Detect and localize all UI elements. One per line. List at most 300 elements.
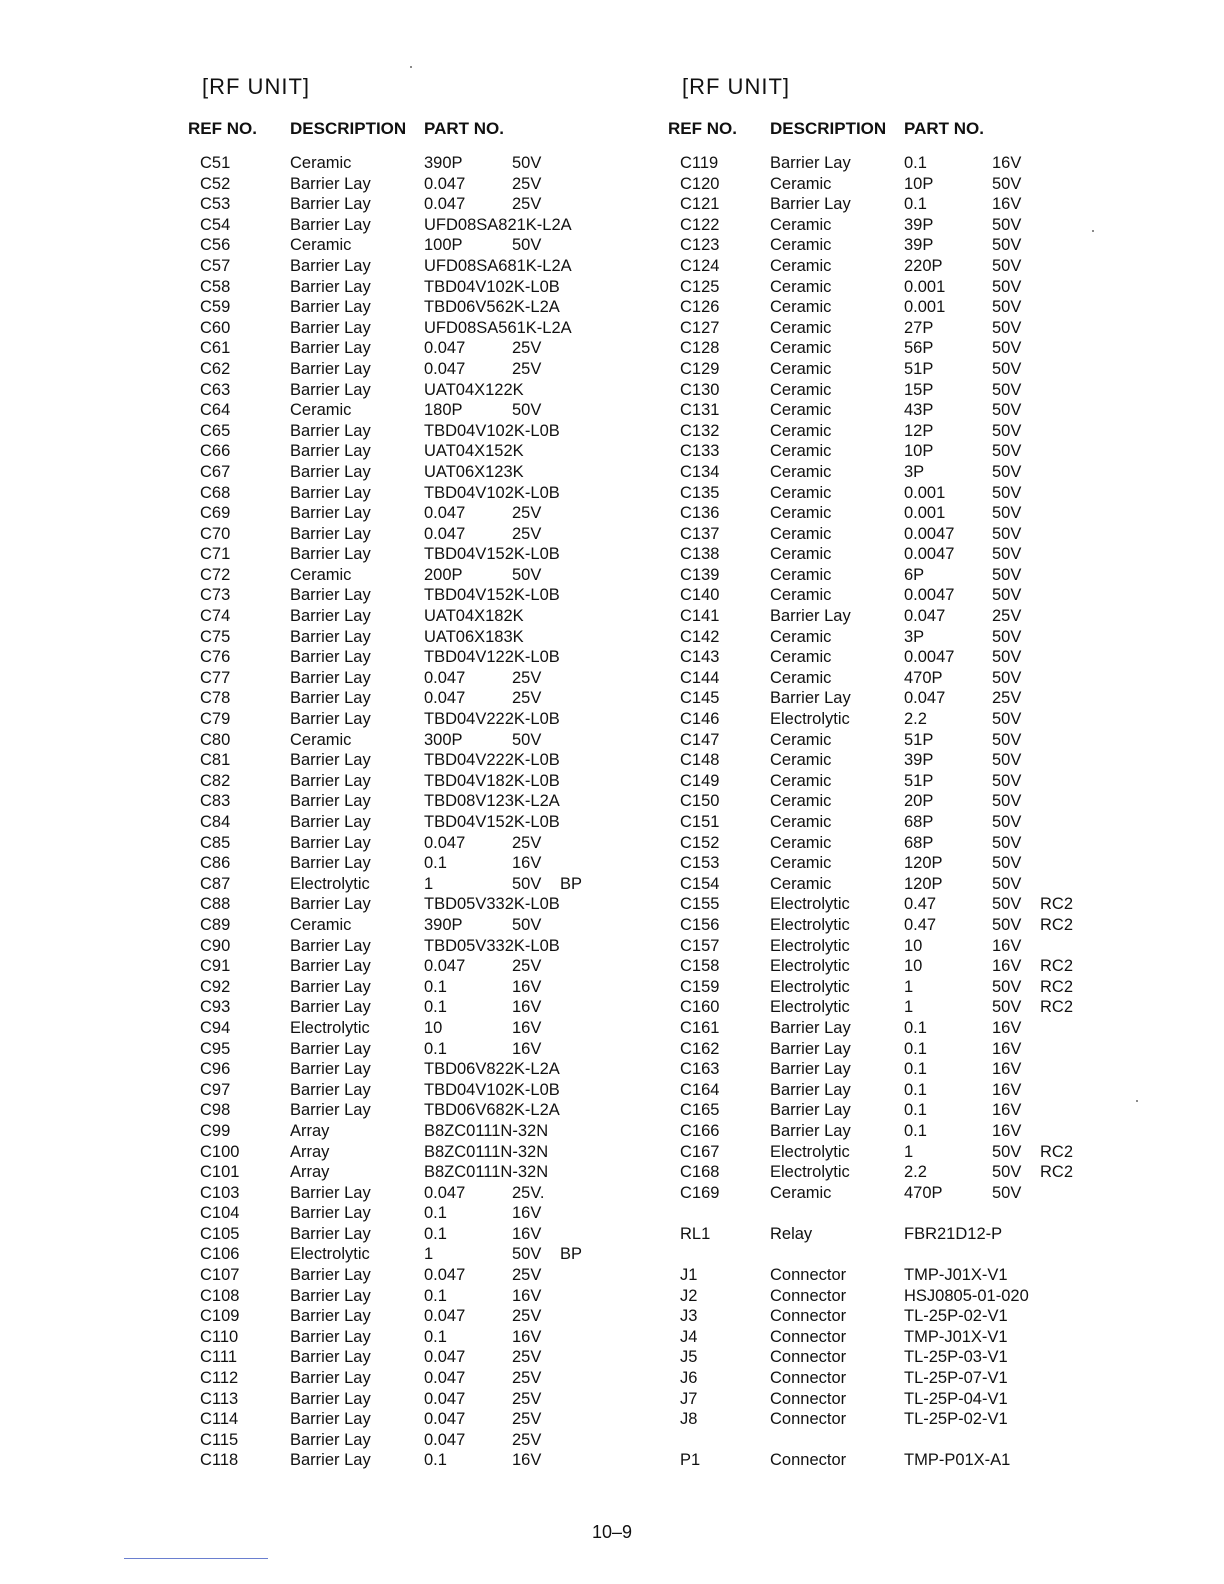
voltage-cell: 16V	[992, 1101, 1022, 1120]
ref-no-cell: C114	[200, 1410, 239, 1429]
description-cell: Ceramic	[770, 771, 832, 790]
description-cell: Barrier Lay	[770, 1121, 851, 1140]
description-cell: Barrier Lay	[290, 256, 371, 275]
table-row	[668, 648, 1138, 669]
table-row	[188, 1410, 658, 1431]
spacer-row	[668, 1204, 1138, 1225]
voltage-cell: 16V	[992, 154, 1022, 172]
description-cell: Barrier Lay	[290, 483, 371, 502]
table-header	[188, 119, 658, 141]
description-cell: Ceramic	[770, 174, 832, 193]
table-row	[188, 1040, 658, 1061]
ref-no-cell: C58	[200, 277, 231, 296]
ref-no-cell: C140	[680, 586, 720, 605]
part-no-cell: UAT04X122K	[424, 380, 524, 399]
table-row	[188, 1348, 658, 1369]
table-row	[188, 834, 658, 855]
value-cell: 0.1	[904, 1039, 927, 1058]
description-cell: Barrier Lay	[290, 318, 371, 337]
table-header	[668, 119, 1138, 141]
description-cell: Ceramic	[770, 565, 832, 584]
voltage-cell: 16V	[512, 998, 542, 1017]
description-cell: Ceramic	[770, 483, 832, 502]
ref-no-cell: C87	[200, 874, 231, 893]
note-cell: RC2	[1040, 998, 1074, 1017]
description-cell: Electrolytic	[770, 895, 850, 914]
value-cell: 0.1	[424, 1039, 447, 1058]
ref-no-cell: C118	[200, 1451, 239, 1470]
value-cell: 0.1	[904, 1080, 927, 1099]
value-cell: 43P	[904, 401, 934, 420]
value-cell: 180P	[424, 401, 463, 420]
ref-no-cell: C153	[680, 854, 720, 873]
value-cell: 1	[904, 1142, 914, 1161]
ref-no-cell: C54	[200, 215, 231, 234]
ref-no-cell: C90	[200, 936, 231, 955]
value-cell: 10P	[904, 174, 934, 193]
voltage-cell: 50V	[992, 668, 1022, 687]
table-row	[188, 1060, 658, 1081]
ref-no-cell: C164	[680, 1080, 720, 1099]
ref-no-cell: C137	[680, 524, 720, 543]
voltage-cell: 50V	[992, 298, 1022, 317]
value-cell: 0.047	[424, 1266, 466, 1285]
description-cell: Ceramic	[770, 298, 832, 317]
ref-no-cell: C154	[680, 874, 720, 893]
table-row	[188, 195, 658, 216]
voltage-cell: 16V	[512, 1018, 542, 1037]
description-cell: Connector	[770, 1348, 847, 1367]
value-cell: 0.047	[424, 359, 466, 378]
scan-speck	[410, 66, 412, 68]
table-row	[188, 772, 658, 793]
part-no-cell: HSJ0805-01-020	[904, 1286, 1029, 1305]
description-cell: Ceramic	[770, 668, 832, 687]
value-cell: 6P	[904, 565, 925, 584]
table-row	[188, 1287, 658, 1308]
voltage-cell: 16V	[992, 1018, 1022, 1037]
table-row	[188, 525, 658, 546]
value-cell: 3P	[904, 462, 925, 481]
description-cell: Barrier Lay	[770, 1039, 851, 1058]
description-cell: Ceramic	[770, 586, 832, 605]
value-cell: 12P	[904, 421, 934, 440]
voltage-cell: 50V	[992, 215, 1022, 234]
description-cell: Electrolytic	[770, 1142, 850, 1161]
table-row	[188, 1328, 658, 1349]
ref-no-cell: C144	[680, 668, 720, 687]
voltage-cell: 50V	[992, 648, 1022, 667]
description-cell: Array	[290, 1163, 330, 1182]
ref-no-cell: C147	[680, 730, 720, 749]
table-row	[188, 792, 658, 813]
table-row	[668, 1019, 1138, 1040]
description-cell: Barrier Lay	[290, 380, 371, 399]
description-cell: Barrier Lay	[290, 710, 371, 729]
table-row	[188, 669, 658, 690]
table-row	[188, 957, 658, 978]
part-no-cell: UAT06X183K	[424, 627, 524, 646]
description-cell: Ceramic	[290, 154, 352, 172]
description-cell: Ceramic	[770, 421, 832, 440]
ref-no-cell: C160	[680, 998, 720, 1017]
table-row	[188, 875, 658, 896]
ref-no-cell: C105	[200, 1224, 240, 1243]
voltage-cell: 25V	[512, 689, 542, 708]
description-cell: Barrier Lay	[290, 215, 371, 234]
value-cell: 51P	[904, 359, 934, 378]
part-no-cell: B8ZC0111N-32N	[424, 1121, 549, 1140]
table-row	[668, 236, 1138, 257]
part-no-cell: UAT04X182K	[424, 607, 524, 626]
table-row	[668, 1143, 1138, 1164]
part-no-cell: TBD04V102K-L0B	[424, 277, 560, 296]
ref-no-cell: C79	[200, 710, 231, 729]
ref-no-cell: C126	[680, 298, 720, 317]
table-row	[188, 1307, 658, 1328]
description-cell: Barrier Lay	[290, 1286, 371, 1305]
value-cell: 0.047	[424, 1348, 466, 1367]
voltage-cell: 25V	[992, 607, 1022, 626]
description-cell: Connector	[770, 1389, 847, 1408]
description-cell: Barrier Lay	[290, 524, 371, 543]
ref-no-cell: C103	[200, 1183, 240, 1202]
description-cell: Barrier Lay	[290, 771, 371, 790]
part-no-cell: TMP-P01X-A1	[904, 1451, 1011, 1470]
table-row	[188, 422, 658, 443]
description-cell: Ceramic	[770, 359, 832, 378]
ref-no-cell: C56	[200, 236, 231, 255]
table-row	[188, 1245, 658, 1266]
ref-no-cell: C150	[680, 792, 720, 811]
description-cell: Ceramic	[770, 524, 832, 543]
ref-no-cell: C152	[680, 833, 720, 852]
voltage-cell: 50V	[992, 792, 1022, 811]
ref-no-cell: C142	[680, 627, 720, 646]
voltage-cell: 50V	[992, 462, 1022, 481]
description-cell: Connector	[770, 1451, 847, 1470]
ref-no-cell: C115	[200, 1430, 239, 1449]
value-cell: 100P	[424, 236, 463, 255]
table-row	[668, 1348, 1138, 1369]
ref-no-cell: C156	[680, 915, 720, 934]
voltage-cell: 50V	[992, 854, 1022, 873]
ref-no-cell: J3	[680, 1307, 698, 1326]
part-no-cell: TL-25P-07-V1	[904, 1369, 1008, 1388]
table-row	[188, 1390, 658, 1411]
table-row	[188, 1369, 658, 1390]
ref-no-cell: C151	[680, 813, 720, 831]
value-cell: 0.1	[424, 1286, 447, 1305]
value-cell: 2.2	[904, 710, 927, 729]
ref-no-cell: J4	[680, 1327, 698, 1346]
part-no-cell: TBD06V562K-L2A	[424, 298, 560, 317]
table-row	[668, 628, 1138, 649]
table-row	[668, 1410, 1138, 1431]
table-row	[188, 648, 658, 669]
table-row	[188, 978, 658, 999]
description-cell: Ceramic	[770, 813, 832, 831]
description-cell: Barrier Lay	[770, 1080, 851, 1099]
voltage-cell: 50V	[992, 359, 1022, 378]
value-cell: 39P	[904, 215, 934, 234]
table-row	[668, 442, 1138, 463]
table-row	[188, 607, 658, 628]
ref-no-cell: C99	[200, 1121, 231, 1140]
ref-no-cell: J8	[680, 1410, 698, 1429]
table-row	[668, 154, 1138, 175]
ref-no-cell: C86	[200, 854, 231, 873]
ref-no-cell: C158	[680, 957, 720, 976]
voltage-cell: 50V	[512, 1245, 542, 1264]
description-cell: Barrier Lay	[290, 751, 371, 770]
value-cell: 0.0047	[904, 586, 955, 605]
ref-no-cell: C59	[200, 298, 231, 317]
part-no-cell: UFD08SA821K-L2A	[424, 215, 572, 234]
description-cell: Barrier Lay	[290, 195, 371, 214]
voltage-cell: 50V	[992, 710, 1022, 729]
table-row	[668, 195, 1138, 216]
ref-no-cell: C104	[200, 1204, 240, 1223]
description-cell: Barrier Lay	[770, 1060, 851, 1079]
description-cell: Barrier Lay	[290, 1224, 371, 1243]
table-row	[668, 504, 1138, 525]
ref-no-cell: C136	[680, 504, 720, 523]
table-row	[188, 1451, 658, 1472]
value-cell: 1	[904, 998, 914, 1017]
description-cell: Barrier Lay	[290, 833, 371, 852]
description-cell: Connector	[770, 1327, 847, 1346]
table-row	[188, 731, 658, 752]
ref-no-cell: C65	[200, 421, 231, 440]
table-row	[188, 1101, 658, 1122]
value-cell: 200P	[424, 565, 463, 584]
part-no-cell: TBD04V122K-L0B	[424, 648, 560, 667]
note-cell: RC2	[1040, 1142, 1074, 1161]
voltage-cell: 25V	[512, 1266, 542, 1285]
description-cell: Barrier Lay	[290, 1451, 371, 1470]
description-cell: Ceramic	[290, 401, 352, 420]
table-row	[668, 937, 1138, 958]
ref-no-cell: C123	[680, 236, 720, 255]
table-row	[668, 1390, 1138, 1411]
voltage-cell: 16V	[992, 1080, 1022, 1099]
voltage-cell: 16V	[992, 1060, 1022, 1079]
ref-no-cell: C120	[680, 174, 720, 193]
table-row	[668, 1369, 1138, 1390]
table-row	[188, 257, 658, 278]
value-cell: 0.047	[424, 339, 466, 358]
value-cell: 51P	[904, 730, 934, 749]
value-cell: 0.1	[904, 1018, 927, 1037]
value-cell: 0.047	[904, 689, 946, 708]
table-row	[188, 442, 658, 463]
description-cell: Barrier Lay	[770, 607, 851, 626]
voltage-cell: 25V	[512, 174, 542, 193]
part-no-cell: UAT06X123K	[424, 462, 524, 481]
value-cell: 0.1	[424, 977, 447, 996]
ref-no-cell: C51	[200, 154, 231, 172]
voltage-cell: 25V	[512, 957, 542, 976]
ref-no-cell: C130	[680, 380, 720, 399]
ref-no-cell: J2	[680, 1286, 698, 1305]
description-cell: Ceramic	[770, 730, 832, 749]
voltage-cell: 16V	[512, 854, 542, 873]
table-row	[188, 484, 658, 505]
description-cell: Ceramic	[290, 565, 352, 584]
part-no-cell: TBD04V182K-L0B	[424, 771, 560, 790]
value-cell: 39P	[904, 751, 934, 770]
table-row	[668, 1081, 1138, 1102]
description-cell: Barrier Lay	[290, 586, 371, 605]
table-row	[668, 319, 1138, 340]
ref-no-cell: C60	[200, 318, 231, 337]
description-cell: Barrier Lay	[290, 668, 371, 687]
ref-no-cell: C112	[200, 1369, 239, 1388]
value-cell: 0.047	[424, 957, 466, 976]
section-title: [RF UNIT]	[682, 74, 790, 99]
part-no-cell: TBD04V152K-L0B	[424, 813, 560, 831]
ref-no-cell: C108	[200, 1286, 240, 1305]
voltage-cell: 50V	[512, 565, 542, 584]
description-cell: Ceramic	[770, 401, 832, 420]
ref-no-cell: C94	[200, 1018, 231, 1037]
value-cell: 1	[904, 977, 914, 996]
ref-no-cell: C113	[200, 1389, 239, 1408]
voltage-cell: 50V	[992, 318, 1022, 337]
ref-no-cell: C70	[200, 524, 231, 543]
ref-no-cell: C76	[200, 648, 231, 667]
voltage-cell: 25V	[512, 1410, 542, 1429]
value-cell: 15P	[904, 380, 934, 399]
ref-no-cell: C83	[200, 792, 231, 811]
table-row	[668, 175, 1138, 196]
value-cell: 10	[904, 936, 923, 955]
ref-no-cell: C52	[200, 174, 231, 193]
voltage-cell: 50V	[992, 874, 1022, 893]
ref-no-cell: C148	[680, 751, 720, 770]
voltage-cell: 16V	[512, 1327, 542, 1346]
ref-no-cell: C66	[200, 442, 231, 461]
voltage-cell: 50V	[512, 401, 542, 420]
voltage-cell: 50V	[992, 915, 1022, 934]
description-cell: Barrier Lay	[290, 1348, 371, 1367]
description-cell: Ceramic	[770, 874, 832, 893]
description-cell: Barrier Lay	[290, 339, 371, 358]
voltage-cell: 50V	[992, 627, 1022, 646]
description-cell: Array	[290, 1142, 330, 1161]
voltage-cell: 25V	[992, 689, 1022, 708]
description-cell: Barrier Lay	[290, 277, 371, 296]
description-cell: Ceramic	[290, 915, 352, 934]
description-cell: Barrier Lay	[770, 195, 851, 214]
ref-no-cell: C53	[200, 195, 231, 214]
ref-no-cell: C93	[200, 998, 231, 1017]
voltage-cell: 50V	[992, 771, 1022, 790]
table-row	[188, 1163, 658, 1184]
table-row	[188, 566, 658, 587]
description-cell: Ceramic	[770, 318, 832, 337]
voltage-cell: 50V	[992, 256, 1022, 275]
description-cell: Electrolytic	[770, 957, 850, 976]
table-row	[668, 1184, 1138, 1205]
table-row	[188, 1019, 658, 1040]
ref-no-cell: C121	[680, 195, 720, 214]
ref-no-cell: C149	[680, 771, 720, 790]
part-no-cell: TBD05V332K-L0B	[424, 895, 560, 914]
ref-no-cell: C129	[680, 359, 720, 378]
ref-no-cell: J1	[680, 1266, 698, 1285]
ref-no-cell: C143	[680, 648, 720, 667]
ref-no-cell: J5	[680, 1348, 698, 1367]
voltage-cell: 25V	[512, 359, 542, 378]
ref-no-cell: P1	[680, 1451, 701, 1470]
table-row	[188, 916, 658, 937]
description-cell: Barrier Lay	[290, 1204, 371, 1223]
ref-no-cell: J7	[680, 1389, 698, 1408]
table-row	[188, 998, 658, 1019]
ref-no-cell: C146	[680, 710, 720, 729]
table-row	[188, 1143, 658, 1164]
description-cell: Ceramic	[770, 545, 832, 564]
ref-no-cell: C133	[680, 442, 720, 461]
ref-no-cell: C138	[680, 545, 720, 564]
value-cell: 0.047	[904, 607, 946, 626]
ref-no-cell: C64	[200, 401, 231, 420]
part-no-cell: TBD06V822K-L2A	[424, 1060, 560, 1079]
value-cell: 0.047	[424, 1430, 466, 1449]
value-cell: 0.047	[424, 1183, 466, 1202]
value-cell: 0.001	[904, 277, 946, 296]
description-cell: Barrier Lay	[290, 1389, 371, 1408]
description-cell: Ceramic	[770, 442, 832, 461]
voltage-cell: 16V	[992, 1039, 1022, 1058]
value-cell: 120P	[904, 874, 943, 893]
voltage-cell: 50V	[992, 380, 1022, 399]
part-no-cell: TL-25P-02-V1	[904, 1410, 1008, 1429]
table-row	[188, 1081, 658, 1102]
voltage-cell: 25V	[512, 524, 542, 543]
value-cell: 0.047	[424, 1389, 466, 1408]
header-ref-no: REF NO.	[188, 119, 257, 138]
note-cell: RC2	[1040, 957, 1074, 976]
table-row	[668, 360, 1138, 381]
value-cell: 0.1	[904, 154, 927, 172]
value-cell: 1	[424, 1245, 434, 1264]
value-cell: 1	[424, 874, 434, 893]
table-row	[668, 1060, 1138, 1081]
voltage-cell: 50V	[992, 586, 1022, 605]
part-no-cell: FBR21D12-P	[904, 1224, 1003, 1243]
ref-no-cell: C84	[200, 813, 231, 831]
table-row	[668, 792, 1138, 813]
ref-no-cell: C161	[680, 1018, 720, 1037]
description-cell: Barrier Lay	[290, 421, 371, 440]
ref-no-cell: C127	[680, 318, 720, 337]
ref-no-cell: C95	[200, 1039, 231, 1058]
table-row	[188, 545, 658, 566]
part-no-cell: TBD04V152K-L0B	[424, 586, 560, 605]
description-cell: Electrolytic	[290, 874, 370, 893]
description-cell: Barrier Lay	[290, 462, 371, 481]
ref-no-cell: C132	[680, 421, 720, 440]
part-no-cell: TL-25P-04-V1	[904, 1389, 1008, 1408]
ref-no-cell: C134	[680, 462, 720, 481]
table-row	[668, 566, 1138, 587]
table-row	[668, 689, 1138, 710]
value-cell: 0.1	[424, 1451, 447, 1470]
description-cell: Barrier Lay	[290, 1039, 371, 1058]
